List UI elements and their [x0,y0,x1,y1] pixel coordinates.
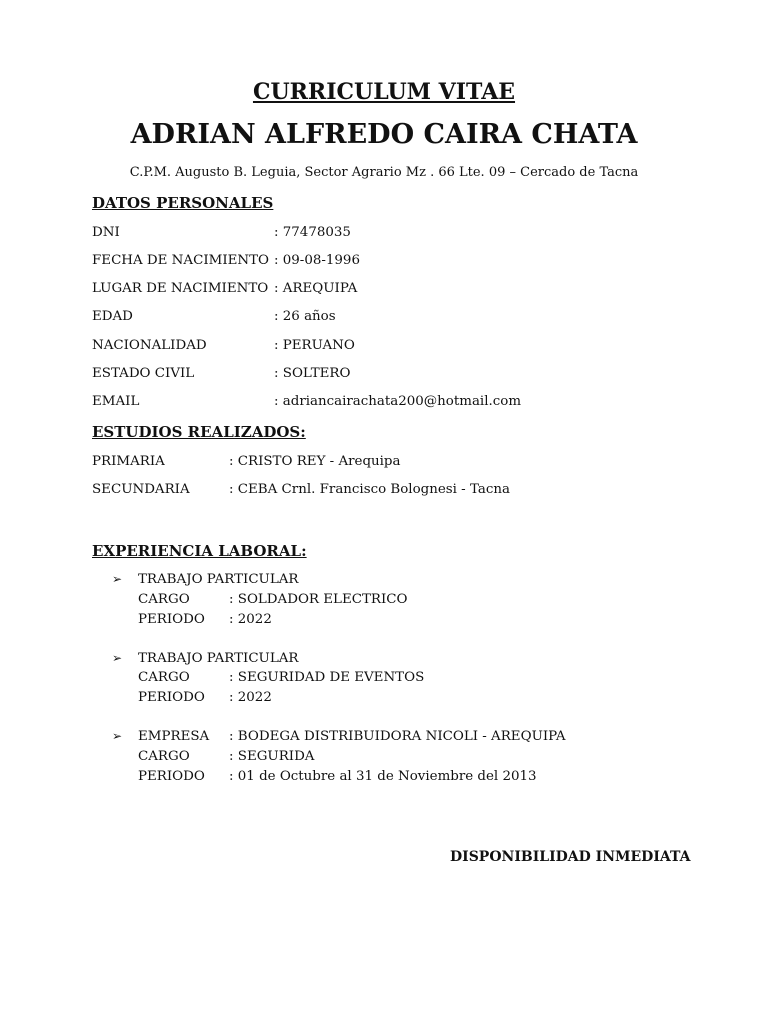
job-3-cargo-value: : SEGURIDA [229,749,315,764]
section-heading-personal: DATOS PERSONALES [92,194,274,212]
job-2-cargo-label: CARGO [138,670,190,685]
job-2-cargo-value: : SEGURIDAD DE EVENTOS [229,670,425,685]
bullet-arrow-icon: ➢ [112,729,123,743]
personal-label-civil-status: ESTADO CIVIL [92,366,195,381]
section-heading-experience: EXPERIENCIA LABORAL: [92,542,307,560]
document-title: CURRICULUM VITAE [252,79,516,105]
job-3-title: EMPRESA [138,729,210,744]
job-3-periodo-label: PERIODO [138,769,205,784]
personal-value-civil-status: : SOLTERO [274,366,351,381]
personal-value-birth-date: : 09-08-1996 [274,253,360,268]
section-heading-studies: ESTUDIOS REALIZADOS: [92,423,306,441]
studies-value-primary: : CRISTO REY - Arequipa [229,454,401,469]
job-1-cargo-label: CARGO [138,592,190,607]
job-3-company-value: : BODEGA DISTRIBUIDORA NICOLI - AREQUIPA [229,729,566,744]
personal-label-birth-place: LUGAR DE NACIMIENTO [92,281,269,296]
bullet-arrow-icon: ➢ [112,651,123,665]
personal-label-dni: DNI [92,225,120,240]
personal-value-nationality: : PERUANO [274,338,355,353]
personal-label-birth-date: FECHA DE NACIMIENTO [92,253,270,268]
personal-value-age: : 26 años [274,309,336,324]
job-3-cargo-label: CARGO [138,749,190,764]
job-3-periodo-value: : 01 de Octubre al 31 de Noviembre del 2013 [229,769,537,784]
job-1-periodo-label: PERIODO [138,612,205,627]
candidate-address: C.P.M. Augusto B. Leguia, Sector Agrario Mz . 66 Lte. 09 – Cercado de Tacna [129,165,639,180]
personal-label-nationality: NACIONALIDAD [92,338,207,353]
job-1-title: TRABAJO PARTICULAR [138,572,299,587]
job-1-cargo-value: : SOLDADOR ELECTRICO [229,592,408,607]
studies-label-primary: PRIMARIA [92,454,165,469]
job-2-title: TRABAJO PARTICULAR [138,651,299,666]
job-2-periodo-value: : 2022 [229,690,272,705]
personal-value-dni: : 77478035 [274,225,351,240]
bullet-arrow-icon: ➢ [112,572,123,586]
candidate-name: ADRIAN ALFREDO CAIRA CHATA [130,119,638,150]
studies-value-secondary: : CEBA Crnl. Francisco Bolognesi - Tacna [229,482,510,497]
personal-value-birth-place: : AREQUIPA [274,281,358,296]
job-2-periodo-label: PERIODO [138,690,205,705]
availability-statement: DISPONIBILIDAD INMEDIATA [450,849,691,865]
personal-value-email: : adriancairachata200@hotmail.com [274,394,522,409]
personal-label-age: EDAD [92,309,133,324]
studies-label-secondary: SECUNDARIA [92,482,190,497]
job-1-periodo-value: : 2022 [229,612,272,627]
personal-label-email: EMAIL [92,394,140,409]
